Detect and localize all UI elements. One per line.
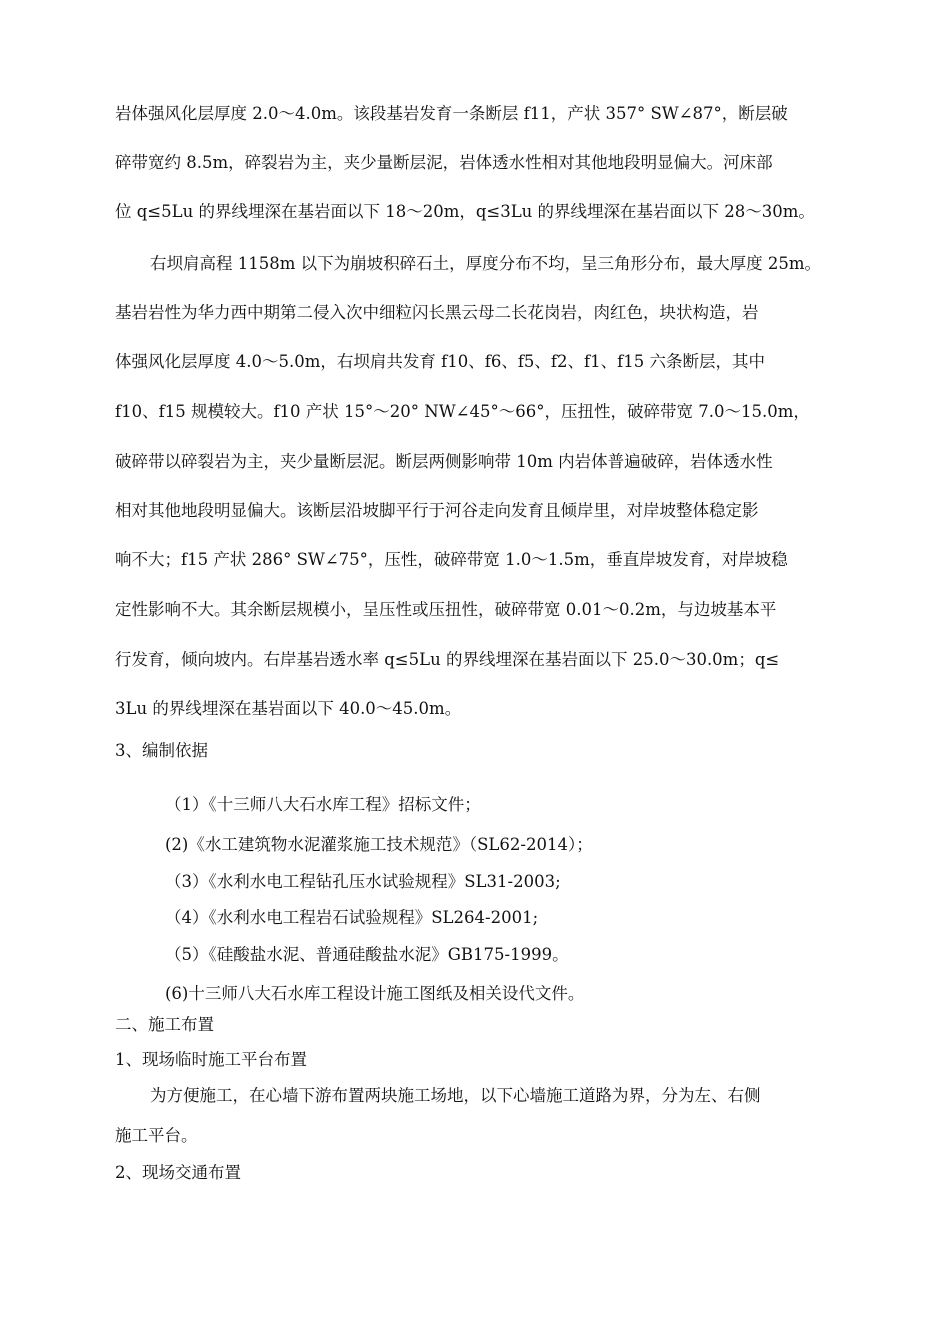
basis-item-4: （4）《水利水电工程岩石试验规程》SL264-2001; xyxy=(165,908,539,927)
paragraph-2-line-4: f10、f15 规模较大。f10 产状 15°～20° NW∠45°～66°，压扭性，破碎带宽 7.0～15.0m， xyxy=(115,402,810,421)
paragraph-1-line-2: 碎带宽约 8.5m，碎裂岩为主，夹少量断层泥，岩体透水性相对其他地段明显偏大。河床部 xyxy=(115,153,773,172)
subsection-1-paragraph-line-1: 为方便施工，在心墙下游布置两块施工场地，以下心墙施工道路为界，分为左、右侧 xyxy=(150,1086,761,1105)
paragraph-2-line-9: 行发育，倾向坡内。右岸基岩透水率 q≤5Lu 的界线埋深在基岩面以下 25.0～30.0m；q≤ xyxy=(115,650,780,669)
basis-item-5: （5）《硅酸盐水泥、普通硅酸盐水泥》GB175-1999。 xyxy=(165,945,569,964)
basis-item-2: (2)《水工建筑物水泥灌浆施工技术规范》（SL62-2014）； xyxy=(165,835,593,854)
subsection-1-paragraph-line-2: 施工平台。 xyxy=(115,1126,198,1145)
section-3-heading: 3、编制依据 xyxy=(115,741,208,760)
paragraph-2-line-6: 相对其他地段明显偏大。该断层沿坡脚平行于河谷走向发育且倾岸里，对岸坡整体稳定影 xyxy=(115,501,759,520)
paragraph-2-line-5: 破碎带以碎裂岩为主，夹少量断层泥。断层两侧影响带 10m 内岩体普遍破碎，岩体透水性 xyxy=(115,452,773,471)
paragraph-2-line-3: 体强风化层厚度 4.0～5.0m，右坝肩共发育 f10、f6、f5、f2、f1、f15 六条断层，其中 xyxy=(115,352,765,371)
paragraph-2-line-10: 3Lu 的界线埋深在基岩面以下 40.0～45.0m。 xyxy=(115,699,462,718)
paragraph-2-line-1: 右坝肩高程 1158m 以下为崩坡积碎石土，厚度分布不均，呈三角形分布，最大厚度 25m。 xyxy=(150,254,822,273)
paragraph-2-line-7: 响不大；f15 产状 286° SW∠75°，压性，破碎带宽 1.0～1.5m，垂直岸坡发育，对岸坡稳 xyxy=(115,550,788,569)
paragraph-2-line-2: 基岩岩性为华力西中期第二侵入次中细粒闪长黑云母二长花岗岩，肉红色，块状构造，岩 xyxy=(115,303,759,322)
basis-item-1: （1）《十三师八大石水库工程》招标文件； xyxy=(165,795,481,814)
basis-item-6: (6)十三师八大石水库工程设计施工图纸及相关设代文件。 xyxy=(165,984,585,1003)
basis-item-3: （3）《水利水电工程钻孔压水试验规程》SL31-2003; xyxy=(165,872,561,891)
paragraph-1-line-3: 位 q≤5Lu 的界线埋深在基岩面以下 18～20m，q≤3Lu 的界线埋深在基岩面以下 28～30m。 xyxy=(115,202,815,221)
paragraph-2-line-8: 定性影响不大。其余断层规模小，呈压性或压扭性，破碎带宽 0.01～0.2m，与边坡基本平 xyxy=(115,600,777,619)
chapter-2-heading: 二、施工布置 xyxy=(115,1015,214,1034)
paragraph-1-line-1: 岩体强风化层厚度 2.0～4.0m。该段基岩发育一条断层 f11，产状 357° SW∠87°，断层破 xyxy=(115,104,788,123)
subsection-1-heading: 1、现场临时施工平台布置 xyxy=(115,1050,307,1069)
subsection-2-heading: 2、现场交通布置 xyxy=(115,1163,241,1182)
